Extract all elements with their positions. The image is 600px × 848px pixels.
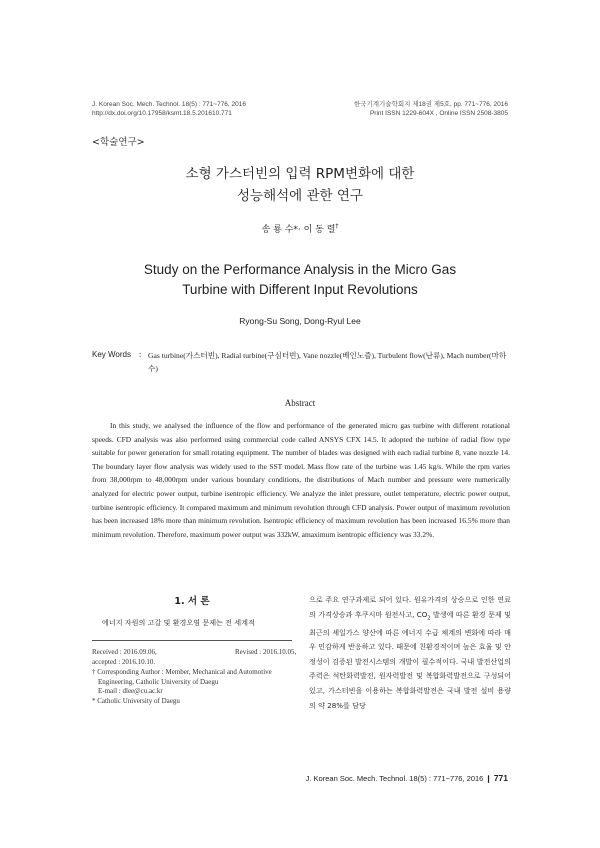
- keywords-label: Key Words: [92, 350, 131, 359]
- footer-separator: ❙: [485, 774, 492, 783]
- citation-line: J. Korean Soc. Mech. Technol. 18(5) : 771~776, 2016: [92, 101, 246, 108]
- intro-right-pre: 으로 주요 연구과제로 되어 있다. 원유가격의 상승으로 인한 연료의 가격상승과 후쿠시마 원전사고, CO: [309, 595, 511, 619]
- section-heading-introduction: 1. 서 론: [174, 596, 210, 607]
- keywords-text: Gas turbine(가스터빈), Radial turbine(구심터빈), Vane nozzle(베인노즐), Turbulent flow(난류), Mach number(마하 수): [148, 351, 507, 373]
- intro-right-post: 발생에 따른 환경 문제 및 최근의 셰일가스 양산에 따른 에너지 수급 체계의 변화에 따라 매우 민감하게 반응하고 있다. 때문에 친환경적이며 높은 효율 및 안정성이 검증된 발전시스템의 개발이 필수적이다. 국내 발전산업의 주력은 석탄화력발전, 원자력발전 및 복합화력발전으로 구성되어 있고, 가스터빈을 이용하는 복합화력발전은 국내 발전 설비 용량의 약 28%를 담당: [309, 609, 511, 710]
- corresponding-mark: †: [335, 223, 339, 230]
- authors-english: Ryong-Su Song, Dong-Ryul Lee: [239, 316, 361, 326]
- page-footer: [306, 773, 508, 783]
- title-korean-line1: 소형 가스터빈의 입력 RPM변화에 대한: [185, 166, 415, 182]
- accepted-date: accepted : 2016.10.10.: [92, 658, 156, 666]
- revised-date: Revised : 2016.10.05,: [235, 648, 297, 656]
- journal-korean-header: [354, 100, 508, 118]
- corresponding-author-note: [92, 668, 297, 697]
- co2-subscript: 2: [427, 615, 431, 621]
- title-korean-line2: 성능해석에 관한 연구: [237, 188, 363, 204]
- article-category: <학술연구>: [92, 137, 145, 148]
- email-text: E-mail : dlee@cu.ac.kr: [98, 687, 163, 695]
- intro-paragraph-right: [309, 593, 511, 713]
- journal-citation-header: [92, 100, 246, 118]
- title-english: [0, 260, 600, 300]
- keywords-colon: :: [139, 350, 142, 359]
- abstract-body: In this study, we analysed the influence of the flow and performance of the generated micro gas turbine with different rotational speeds. CFD analysis was also performed using commercial code called ANSYS CFX 14.5. It adopted the turbine of radial flow type suitable for power generation for small rotating equipment. The number of blades was designed with each radial turbine 8, vane nozzle 14. The boundary layer flow analysis was widely used to the SST model. Mass flow rate of the turbine was 1.45 kg/s. While the rpm varies from 38,000rpm to 48,000rpm under various boundary conditions, the distributions of Mach number and pressure were numerically analyzed for electric power output, turbine isentropic efficiency. We analyze the inlet pressure, outlet temperature, electric power output, turbine isentropic efficiency. It compared maximum and minimum revolution through CFD analysis. Power output of maximum revolution has been increased 18% more than minimum revolution. Isentropic efficiency of maximum revolution has been increased 16.5% more than minimum revolution. Therefore, maximum power output was 332kW, amaximum isentropic efficiency was 33.2%.: [92, 421, 510, 539]
- title-english-line1: Study on the Performance Analysis in the Micro Gas: [143, 262, 457, 277]
- authors-korean: [0, 222, 600, 235]
- corresponding-author-text: † Corresponding Author : Member, Mechanical and Automotive Engineering, Catholic University of Daegu: [92, 668, 272, 686]
- affiliation-note: * Catholic University of Daegu: [92, 697, 180, 705]
- title-korean: [0, 163, 600, 207]
- intro-paragraph-left: 에너지 자원의 고갈 및 환경오염 문제는 전 세계적: [102, 618, 255, 627]
- title-english-line2: Turbine with Different Input Revolutions: [182, 282, 418, 297]
- abstract-heading: Abstract: [284, 398, 316, 408]
- page-number: 771: [493, 773, 508, 783]
- doi-link[interactable]: http://dx.doi.org/10.17958/ksmt.18.5.201610.771: [92, 110, 232, 117]
- korean-citation-line: 한국기계기술학회지 제18권 제5호, pp. 771~776, 2016: [353, 101, 508, 108]
- authors-korean-names: 송 룡 수*· 이 동 렬: [261, 225, 336, 235]
- footer-citation: J. Korean Soc. Mech. Technol. 18(5) : 771~776, 2016: [305, 774, 484, 783]
- footnote-divider: [92, 640, 292, 641]
- received-date: Received : 2016.09.06,: [92, 648, 157, 656]
- issn-line: Print ISSN 1229-604X , Online ISSN 2508-3805: [369, 110, 508, 117]
